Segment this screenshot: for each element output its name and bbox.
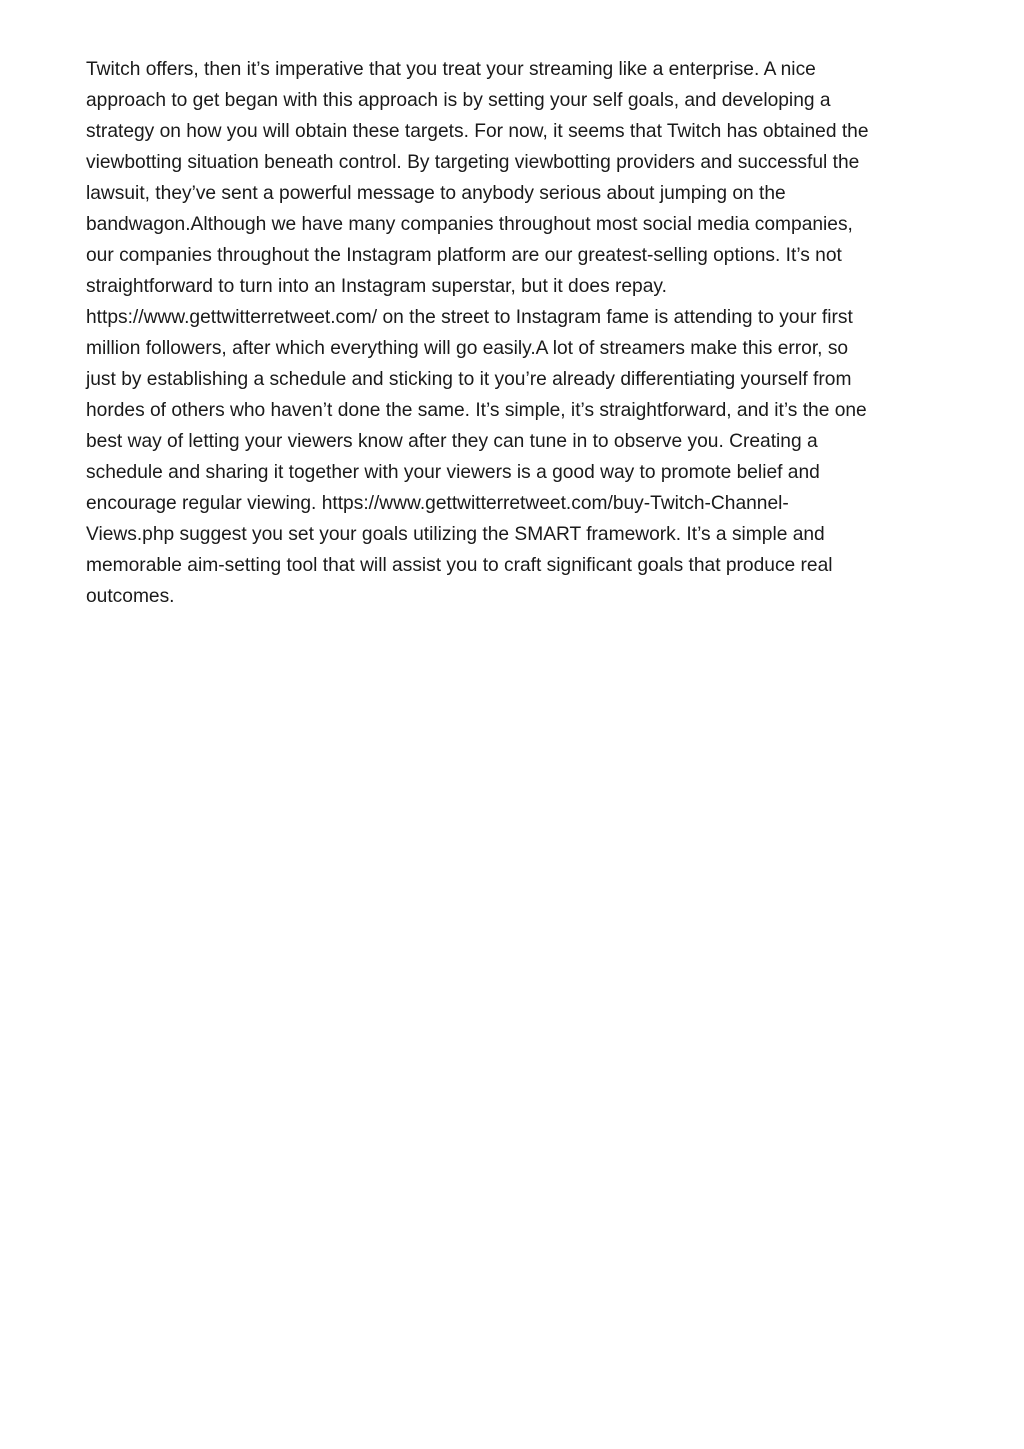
body-paragraph — [86, 54, 938, 612]
paragraph-line-13: best way of letting your viewers know after they can tune in to observe you. Creating a — [86, 431, 818, 452]
paragraph-line-14: schedule and sharing it together with your viewers is a good way to promote belief and — [86, 462, 820, 483]
paragraph-line-17: memorable aim-setting tool that will assist you to craft significant goals that produce real — [86, 555, 833, 576]
paragraph-line-15: encourage regular viewing. https://www.gettwitterretweet.com/buy-Twitch-Channel- — [86, 493, 789, 514]
paragraph-line-16: Views.php suggest you set your goals utilizing the SMART framework. It’s a simple and — [86, 524, 825, 545]
paragraph-line-10: million followers, after which everything will go easily.A lot of streamers make this error, so — [86, 338, 849, 359]
paragraph-line-8: straightforward to turn into an Instagram superstar, but it does repay. — [86, 276, 667, 297]
paragraph-line-4: viewbotting situation beneath control. By targeting viewbotting providers and successful the — [86, 152, 860, 173]
paragraph-line-3: strategy on how you will obtain these targets. For now, it seems that Twitch has obtained the — [86, 121, 869, 142]
paragraph-line-18: outcomes. — [86, 586, 175, 607]
paragraph-line-12: hordes of others who haven’t done the same. It’s simple, it’s straightforward, and it’s the one — [86, 400, 867, 421]
paragraph-line-6: bandwagon.Although we have many companies throughout most social media companies, — [86, 214, 853, 235]
paragraph-line-1: Twitch offers, then it’s imperative that you treat your streaming like a enterprise. A nice — [86, 59, 816, 80]
paragraph-line-5: lawsuit, they’ve sent a powerful message to anybody serious about jumping on the — [86, 183, 786, 204]
paragraph-line-9: https://www.gettwitterretweet.com/ on the street to Instagram fame is attending to your first — [86, 307, 853, 328]
paragraph-line-2: approach to get began with this approach is by setting your self goals, and developing a — [86, 90, 831, 111]
paragraph-line-11: just by establishing a schedule and sticking to it you’re already differentiating yourself from — [86, 369, 852, 390]
paragraph-line-7: our companies throughout the Instagram platform are our greatest-selling options. It’s not — [86, 245, 842, 266]
